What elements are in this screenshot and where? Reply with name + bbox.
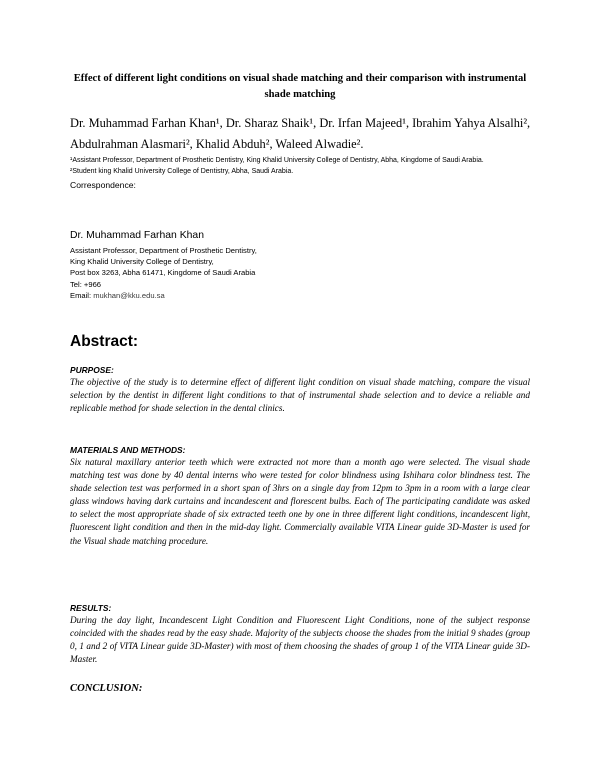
author-list [70, 113, 540, 155]
results-heading: RESULTS: [70, 603, 112, 613]
correspondence-position: Assistant Professor, Department of Prosthetic Dentistry, [70, 246, 257, 255]
abstract-heading: Abstract: [70, 333, 139, 350]
correspondence-details [70, 245, 257, 301]
conclusion-heading: CONCLUSION: [70, 683, 143, 694]
email-label: Email: [70, 290, 94, 300]
affiliation-2: ²Student king Khalid University College of Dentistry, Abha, Saudi Arabia. [70, 167, 294, 175]
purpose-section [70, 364, 530, 415]
methods-text: Six natural maxillary anterior teeth which were extracted not more than a month ago were selected. The visual shade matching test was done by 40 dental interns who were tested for color blindness using Ishihara color blindness test. The shade selection test was performed in a short span of 3hrs on a single day from 12pm to 3pm in a room with a large clear glass windows having dark curtains and incandescent and florescent bulbs. Each of The participating candidate was asked to select the most appropriate shade of six extracted teeth one by one in three different light conditions, incandescent light, fluorescent light condition and then in the mid-day light. Commercially available VITA Linear guide 3D-Master is used for the Visual shade matching procedure. [70, 457, 530, 546]
correspondence-tel: Tel: +966 [70, 279, 102, 289]
author-line-2: Abdulrahman Alasmari², Khalid Abduh², Waleed Alwadie². [70, 137, 364, 151]
correspondence-name: Dr. Muhammad Farhan Khan [70, 230, 204, 241]
author-line-1: Dr. Muhammad Farhan Khan¹, Dr. Sharaz Shaik¹, Dr. Irfan Majeed¹, Ibrahim Yahya Alsalhi², [70, 116, 531, 130]
correspondence-email [70, 290, 257, 301]
results-section [70, 602, 530, 666]
purpose-text: The objective of the study is to determine effect of different light condition on visual shade matching, compare the visual selection by the dentist in different light conditions to that of instrumental shade selection and to device a reliable and replicable method for shade selection in the dental clinics. [70, 377, 530, 414]
email-link[interactable]: mukhan@kku.edu.sa [93, 290, 165, 300]
correspondence-label: Correspondence: [70, 180, 136, 190]
affiliations [70, 156, 540, 177]
correspondence-institution: King Khalid University College of Dentistry, [70, 257, 214, 267]
results-text: During the day light, Incandescent Light Condition and Fluorescent Light Conditions, none of the subject response coincided with the shades read by the easy shade. Majority of the subjects choose the shades from the initial 9 shades (group 0, 1 and 2 of VITA Linear guide 3D-Master) with most of them choosing the shades of group 1 of the VITA Linear guide 3D-Master. [70, 615, 530, 665]
methods-section [70, 444, 530, 548]
correspondence-address: Post box 3263, Abha 61471, Kingdome of Saudi Arabia [70, 268, 256, 278]
methods-heading: MATERIALS AND METHODS: [70, 445, 186, 455]
paper-title: Effect of different light conditions on visual shade matching and their comparison with instrumental shade matching [73, 73, 527, 100]
purpose-heading: PURPOSE: [70, 365, 114, 375]
affiliation-1: ¹Assistant Professor, Department of Prosthetic Dentistry, King Khalid University College of Dentistry, Abha, Kingdome of Saudi Arabia. [70, 157, 484, 164]
